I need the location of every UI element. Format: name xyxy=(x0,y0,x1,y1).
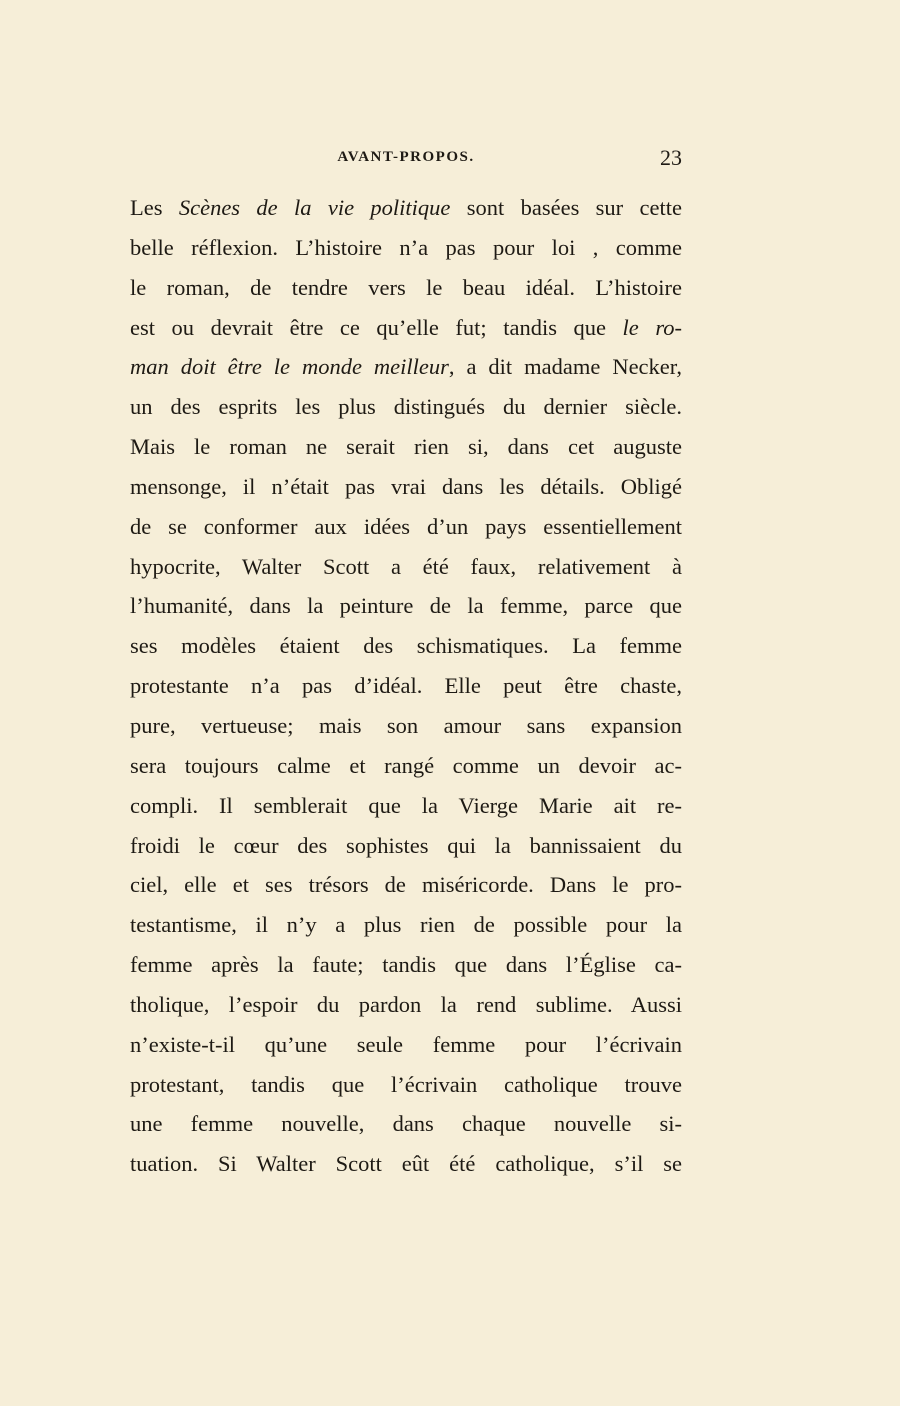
text-segment: est ou devrait être ce qu’elle fut; tandis que xyxy=(130,314,623,340)
text-segment: tuation. Si Walter Scott eût été catholique, s’il se xyxy=(130,1151,682,1177)
text-line xyxy=(130,268,682,308)
text-segment: , a dit madame Necker, xyxy=(448,354,682,380)
text-segment: le roman, de tendre vers le beau idéal. L’histoire xyxy=(130,274,682,300)
text-segment: testantisme, il n’y a plus rien de possible pour la xyxy=(130,912,682,938)
page-header xyxy=(130,145,682,175)
text-line xyxy=(130,547,682,587)
text-line xyxy=(130,1104,682,1144)
text-line xyxy=(130,1025,682,1065)
text-line xyxy=(130,826,682,866)
text-line xyxy=(130,427,682,467)
page-number: 23 xyxy=(660,145,682,170)
italic-text: Scènes de la vie politique xyxy=(178,195,451,220)
text-line xyxy=(130,905,682,945)
text-segment: l’humanité, dans la peinture de la femme, parce que xyxy=(130,593,682,619)
text-segment: ciel, elle et ses trésors de miséricorde. Dans le pro- xyxy=(130,872,682,898)
text-line xyxy=(130,985,682,1025)
text-line xyxy=(130,347,682,387)
text-line xyxy=(130,387,682,427)
text-line xyxy=(130,786,682,826)
text-segment: sont basées sur cette xyxy=(450,195,682,220)
body-text xyxy=(130,188,682,1184)
italic-text: le ro- xyxy=(622,314,682,340)
text-segment: Mais le roman ne serait rien si, dans cet auguste xyxy=(130,434,682,460)
text-line xyxy=(130,865,682,905)
text-segment: une femme nouvelle, dans chaque nouvelle si- xyxy=(130,1111,682,1137)
text-line xyxy=(130,626,682,666)
text-segment: protestante n’a pas d’idéal. Elle peut être chaste, xyxy=(130,673,682,699)
text-line xyxy=(130,706,682,746)
text-line xyxy=(130,308,682,348)
text-line xyxy=(130,467,682,507)
text-line xyxy=(130,188,682,228)
text-segment: compli. Il semblerait que la Vierge Marie ait re- xyxy=(130,792,682,818)
text-line xyxy=(130,666,682,706)
text-segment: sera toujours calme et rangé comme un devoir ac- xyxy=(130,752,682,778)
running-title: AVANT-PROPOS. xyxy=(337,149,475,165)
text-line xyxy=(130,945,682,985)
text-segment: ses modèles étaient des schismatiques. La femme xyxy=(130,633,682,659)
text-segment: un des esprits les plus distingués du dernier siècle. xyxy=(130,394,682,420)
text-segment: protestant, tandis que l’écrivain catholique trouve xyxy=(130,1071,682,1097)
text-segment: femme après la faute; tandis que dans l’Église ca- xyxy=(130,952,682,978)
text-line xyxy=(130,586,682,626)
text-segment: n’existe-t-il qu’une seule femme pour l’écrivain xyxy=(130,1031,682,1057)
text-segment: hypocrite, Walter Scott a été faux, relativement à xyxy=(130,553,682,579)
text-segment: Les xyxy=(130,195,179,220)
text-line xyxy=(130,1144,682,1184)
text-segment: mensonge, il n’était pas vrai dans les détails. Obligé xyxy=(130,473,682,499)
text-segment: de se conformer aux idées d’un pays essentiellement xyxy=(130,513,682,539)
text-segment: tholique, l’espoir du pardon la rend sublime. Aussi xyxy=(130,991,682,1017)
italic-text: man doit être le monde meilleur xyxy=(130,354,449,380)
text-segment: pure, vertueuse; mais son amour sans expansion xyxy=(130,712,682,738)
text-segment: froidi le cœur des sophistes qui la bannissaient du xyxy=(130,832,682,858)
text-line xyxy=(130,507,682,547)
text-line xyxy=(130,1065,682,1105)
text-line xyxy=(130,746,682,786)
text-line xyxy=(130,228,682,268)
text-segment: belle réflexion. L’histoire n’a pas pour loi , comme xyxy=(130,234,682,260)
